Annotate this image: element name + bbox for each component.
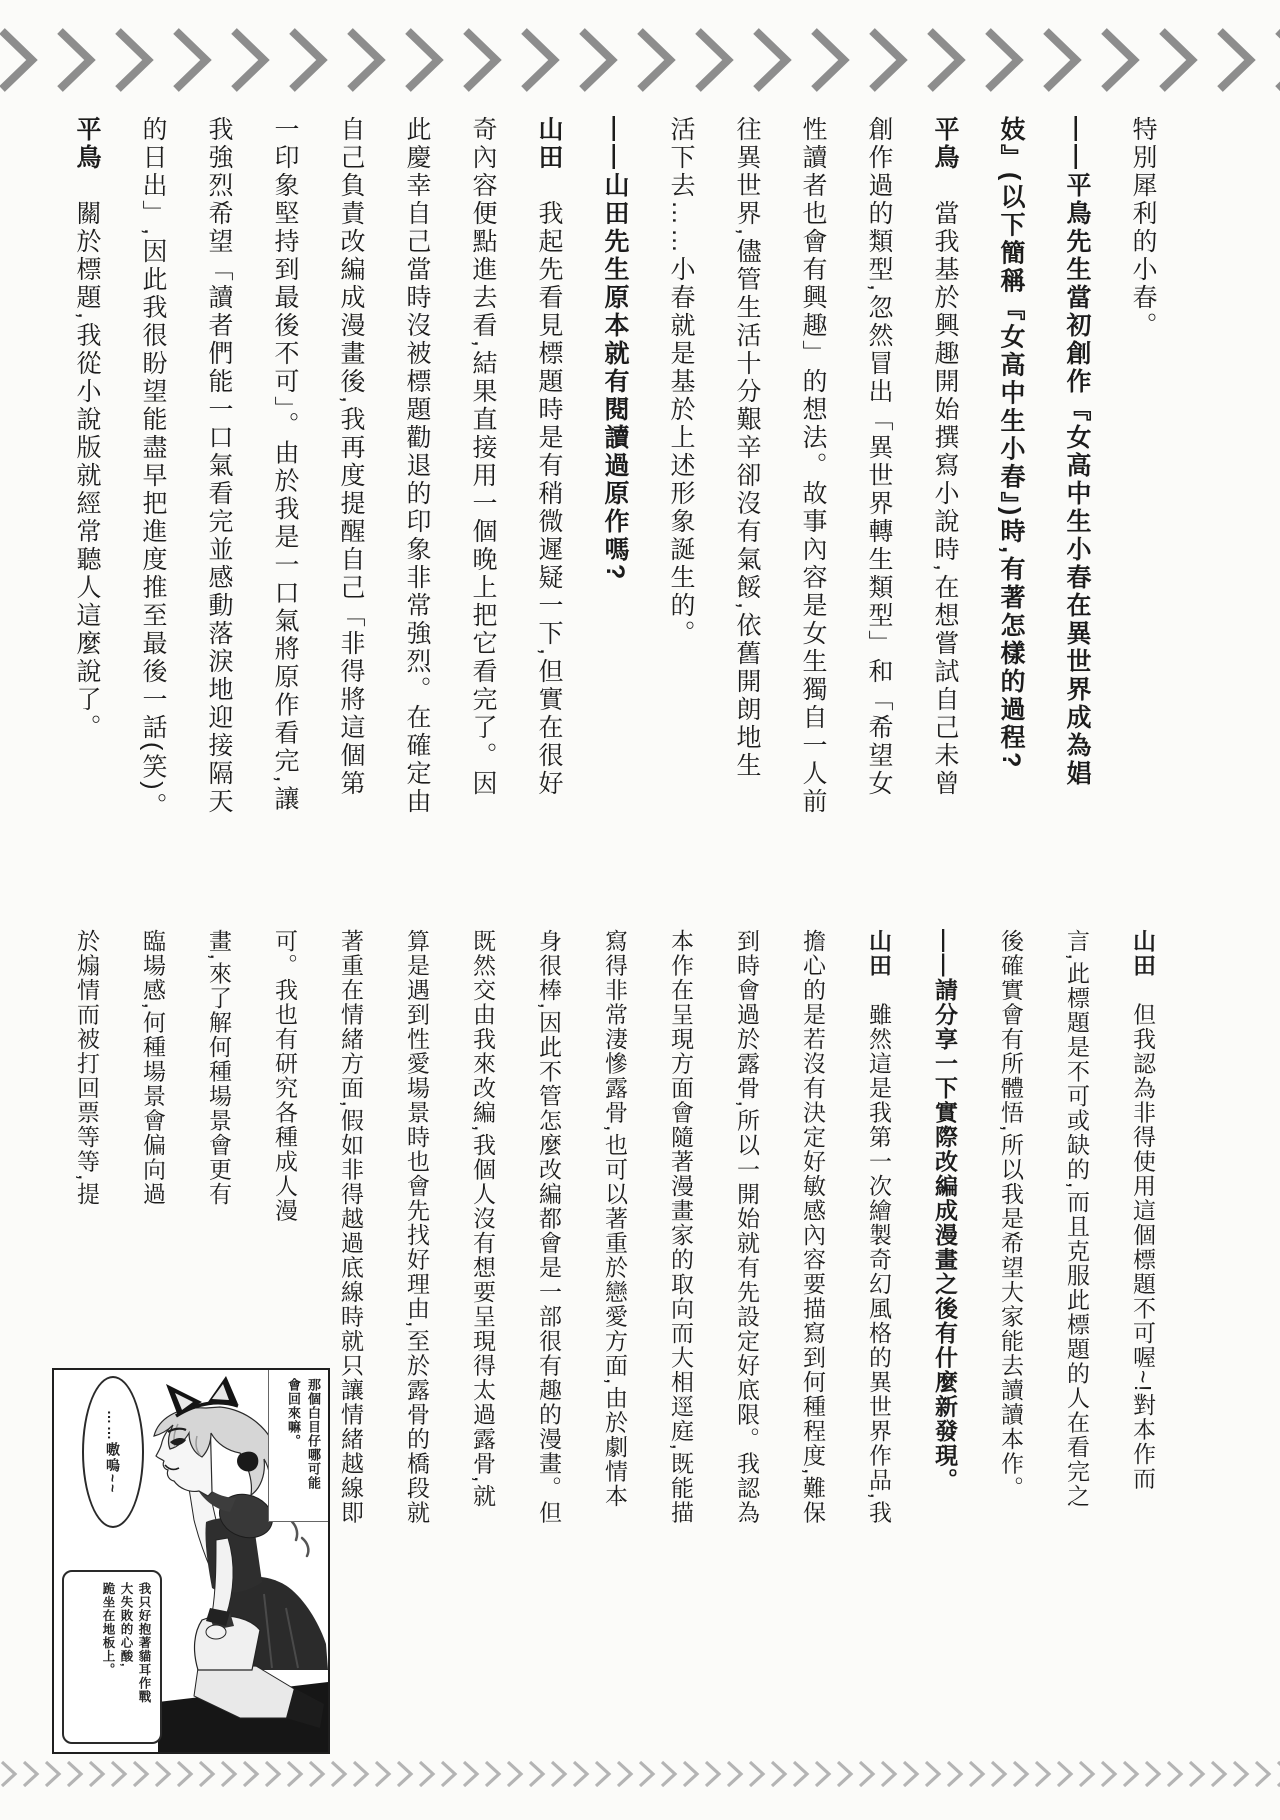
text-column: 特別犀利的小春。 bbox=[1129, 116, 1157, 340]
chevron-border-top bbox=[0, 28, 1280, 92]
caption-line: 大失敗的心酸, bbox=[119, 1582, 133, 1668]
text-column: 到時會過於露骨,所以一開始就有先設定好底限。我認為 bbox=[734, 929, 760, 1525]
text-column: 往異世界,儘管生活十分艱辛卻沒有氣餒,依舊開朗地生 bbox=[733, 116, 761, 780]
caption-line: 跪坐在地板上。 bbox=[101, 1582, 115, 1677]
text-column: 平鳥 關於標題,我從小說版就經常聽人這麼說了。 bbox=[73, 116, 101, 742]
text-column: 臨場感,何種場景會偏向過 bbox=[140, 929, 166, 1207]
speaker-name: 山田 bbox=[535, 116, 563, 172]
manga-panel bbox=[52, 1368, 330, 1754]
text-column: 此慶幸自己當時沒被標題勸退的印象非常強烈。在確定由 bbox=[403, 116, 431, 816]
text-column: 言,此標題是不可或缺的,而且克服此標題的人在看完之 bbox=[1064, 929, 1090, 1509]
text-column: 活下去……小春就是基於上述形象誕生的。 bbox=[667, 116, 695, 648]
speech-bubble-text: ……嗷嗚~~ bbox=[105, 1409, 121, 1495]
text-column: 於煽情而被打回票等等,提 bbox=[74, 929, 100, 1207]
text-column: 山田 我起先看見標題時是有稍微遲疑一下,但實在很好 bbox=[535, 116, 563, 798]
text-column: 既然交由我來改編,我個人沒有想要呈現得太過露骨,就 bbox=[470, 929, 496, 1509]
text-column: 算是遇到性愛場景時也會先找好理由,至於露骨的橋段就 bbox=[404, 929, 430, 1525]
text-column: 擔心的是若沒有決定好敏感內容要描寫到何種程度,難保 bbox=[800, 929, 826, 1525]
text-column: 本作在呈現方面會隨著漫畫家的取向而大相逕庭,既能描 bbox=[668, 929, 694, 1525]
speaker-name: 山田 bbox=[866, 929, 892, 978]
speech-bubble bbox=[82, 1376, 144, 1528]
text-column: ——平鳥先生當初創作『女高中生小春在異世界成為娼 bbox=[1063, 116, 1091, 788]
caption-box bbox=[62, 1570, 162, 1744]
text-column: ——請分享一下實際改編成漫畫之後有什麼新發現。 bbox=[932, 929, 958, 1493]
narration-line: 那個白目仔哪可能 bbox=[306, 1378, 321, 1490]
text-column: 妓』(以下簡稱『女高中生小春』)時,有著怎樣的過程? bbox=[997, 116, 1025, 771]
interview-top-block bbox=[48, 116, 1176, 882]
text-column: 性讀者也會有興趣」的想法。故事內容是女生獨自一人前 bbox=[799, 116, 827, 816]
narration-line: 會回來嘛。 bbox=[286, 1378, 301, 1448]
text-column: 可。我也有研究各種成人漫 bbox=[272, 929, 298, 1223]
caption-line: 我只好抱著貓耳作戰 bbox=[137, 1582, 151, 1704]
text-column: 畫,來了解何種場景會更有 bbox=[206, 929, 232, 1207]
text-column: 寫得非常淒慘露骨,也可以著重於戀愛方面,由於劇情本 bbox=[602, 929, 628, 1509]
speaker-name: 山田 bbox=[1130, 929, 1156, 978]
text-column: 一印象堅持到最後不可」。由於我是一口氣將原作看完,讓 bbox=[271, 116, 299, 814]
text-column: 的日出」,因此我很盼望能盡早把進度推至最後一話(笑)。 bbox=[139, 116, 167, 821]
motion-lines bbox=[288, 1518, 308, 1556]
narration-box bbox=[268, 1370, 328, 1522]
chevron-border-bottom bbox=[0, 1760, 1280, 1788]
speaker-name: 平鳥 bbox=[931, 116, 959, 172]
speaker-name: 平鳥 bbox=[73, 116, 101, 172]
text-column: 山田 雖然這是我第一次繪製奇幻風格的異世界作品,我 bbox=[866, 929, 892, 1525]
text-column: 著重在情緒方面,假如非得越過底線時就只讓情緒越線即 bbox=[338, 929, 364, 1525]
text-column: 我強烈希望「讀者們能一口氣看完並感動落淚地迎接隔天 bbox=[205, 116, 233, 816]
text-column: 山田 但我認為非得使用這個標題不可喔~!對本作而 bbox=[1130, 929, 1156, 1491]
text-column: 奇內容便點進去看,結果直接用一個晚上把它看完了。因 bbox=[469, 116, 497, 798]
text-column: ——山田先生原本就有閱讀過原作嗎? bbox=[601, 116, 629, 583]
text-column: 身很棒,因此不管怎麼改編都會是一部很有趣的漫畫。但 bbox=[536, 929, 562, 1525]
text-column: 後確實會有所體悟,所以我是希望大家能去讀讀本作。 bbox=[998, 929, 1024, 1501]
text-column: 創作過的類型,忽然冒出「異世界轉生類型」和「希望女 bbox=[865, 116, 893, 798]
text-column: 平鳥 當我基於興趣開始撰寫小說時,在想嘗試自己未曾 bbox=[931, 116, 959, 798]
text-column: 自己負責改編成漫畫後,我再度提醒自己「非得將這個第 bbox=[337, 116, 365, 798]
